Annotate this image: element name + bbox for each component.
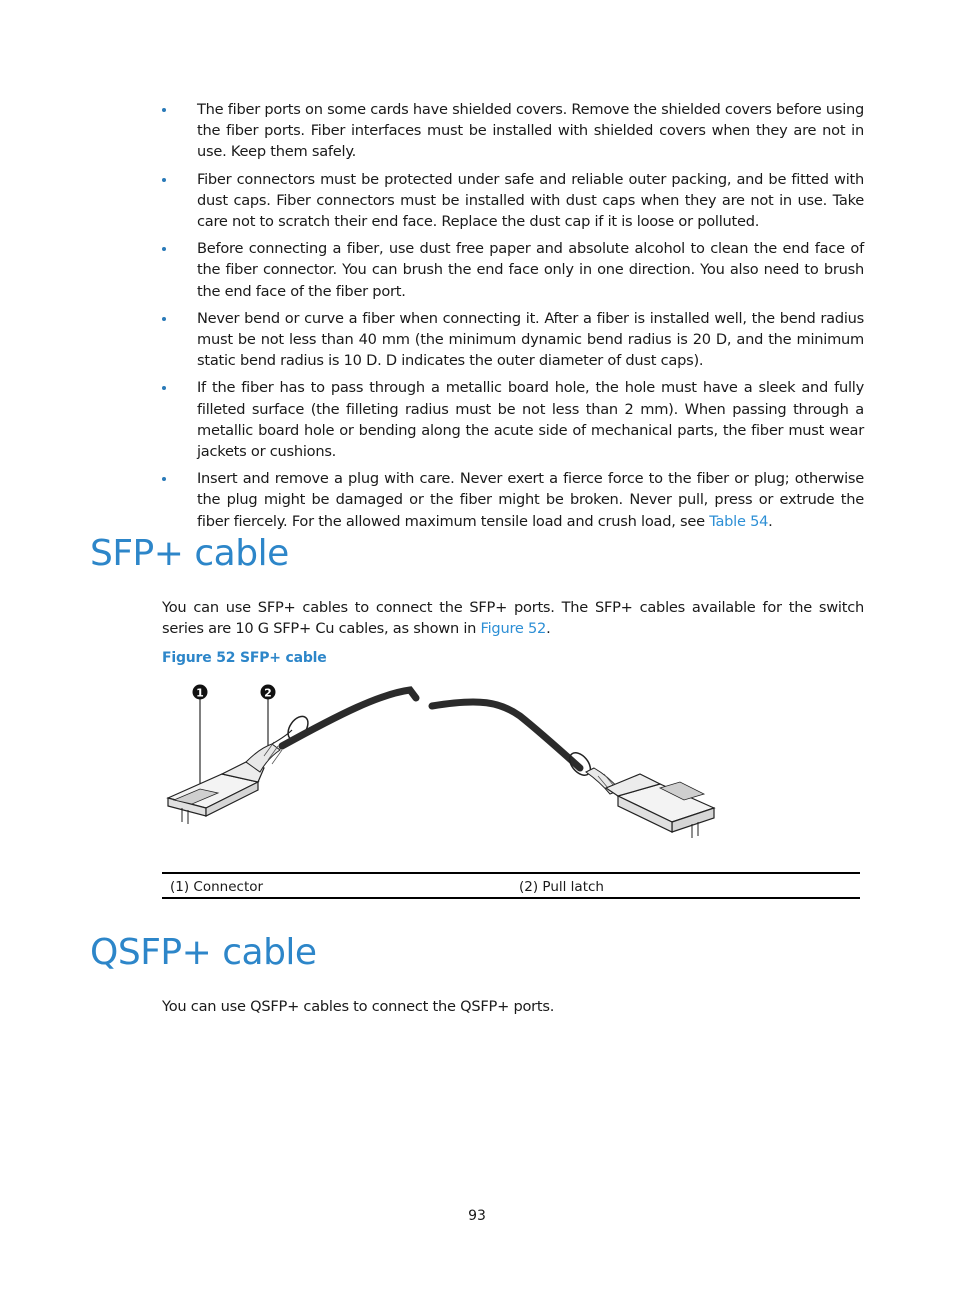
bullet-text-end: . bbox=[768, 512, 773, 530]
figure-caption: Figure 52 SFP+ cable bbox=[162, 650, 327, 666]
sfp-intro-end: . bbox=[546, 620, 551, 638]
bullet-dot bbox=[162, 247, 166, 251]
callout-label-1: 1 bbox=[196, 686, 204, 700]
callout-1 bbox=[193, 685, 208, 700]
bullet-dot bbox=[162, 477, 166, 481]
right-connector bbox=[606, 774, 714, 838]
legend-connector: (1) Connector bbox=[170, 879, 264, 895]
qsfp-intro-paragraph: You can use QSFP+ cables to connect the QSFP+ ports. bbox=[162, 998, 555, 1015]
bullet-text: If the fiber has to pass through a metallic board hole, the hole must have a sleek and fully filleted surface (the filleting radius must be not less than 2 mm). When passing through a metallic board hole or bending along the acute side of mechanical parts, the fiber must wear jackets or cushions. bbox=[197, 379, 864, 461]
bullet-text: The fiber ports on some cards have shielded covers. Remove the shielded covers before using the fiber ports. Fiber interfaces must be installed with shielded covers when they are not in use. Keep them safely. bbox=[197, 101, 865, 161]
sfp-cable-heading: SFP+ cable bbox=[90, 533, 289, 574]
sfp-intro-paragraph bbox=[162, 597, 864, 639]
figure-legend-table bbox=[162, 872, 860, 899]
bullet-item bbox=[162, 377, 864, 462]
bullet-text: Fiber connectors must be protected under safe and reliable outer packing, and be fitted with dust caps. Fiber connectors must be installed with dust caps when they are not in use. Take care not to scratch their end face. Replace the dust cap if it is loose or polluted. bbox=[197, 170, 864, 231]
bullet-dot bbox=[162, 108, 166, 112]
callout-label-2: 2 bbox=[264, 686, 272, 700]
bullet-dot bbox=[162, 317, 166, 321]
bullet-dot bbox=[162, 178, 166, 182]
bullet-text: Before connecting a fiber, use dust free paper and absolute alcohol to clean the end face of the fiber connector. You can brush the end face only in one direction. You also need to brush the end face of the fiber port. bbox=[197, 240, 864, 300]
bullet-item bbox=[162, 99, 864, 163]
sfp-cable-figure bbox=[160, 676, 760, 866]
sfp-intro-text: You can use SFP+ cables to connect the SFP+ ports. The SFP+ cables available for the switch series are 10 G SFP+ Cu cables, as shown in bbox=[162, 599, 864, 638]
bullet-dot bbox=[162, 386, 166, 390]
legend-pull-latch: (2) Pull latch bbox=[519, 879, 604, 895]
bullet-item bbox=[162, 308, 864, 372]
bullet-item bbox=[162, 468, 864, 532]
bullet-text: Never bend or curve a fiber when connecting it. After a fiber is installed well, the bend radius must be not less than 40 mm (the minimum dynamic bend radius is 20 D, and the minimum static bend radius is 10 D. D indicates the outer diameter of dust caps). bbox=[197, 309, 864, 370]
cable-right-segment bbox=[432, 702, 580, 768]
table-54-link[interactable]: Table 54 bbox=[709, 512, 769, 530]
qsfp-cable-heading: QSFP+ cable bbox=[90, 932, 317, 973]
left-connector bbox=[168, 762, 264, 824]
bullet-text: Insert and remove a plug with care. Never exert a fierce force to the fiber or plug; otherwise the plug might be damaged or the fiber might be broken. Never pull, press or extrude the fiber fiercely. For the allowed maximum tensile load and crush load, see bbox=[197, 470, 864, 530]
sfp-cable-illustration bbox=[160, 676, 760, 866]
page-number: 93 bbox=[468, 1208, 486, 1224]
bullet-item bbox=[162, 238, 864, 302]
callout-2 bbox=[261, 685, 276, 700]
cable-left-segment bbox=[282, 690, 416, 746]
left-pull-latch bbox=[246, 713, 312, 772]
figure-52-link[interactable]: Figure 52 bbox=[480, 620, 547, 638]
bullet-item bbox=[162, 169, 864, 233]
bullet-list bbox=[162, 99, 864, 538]
